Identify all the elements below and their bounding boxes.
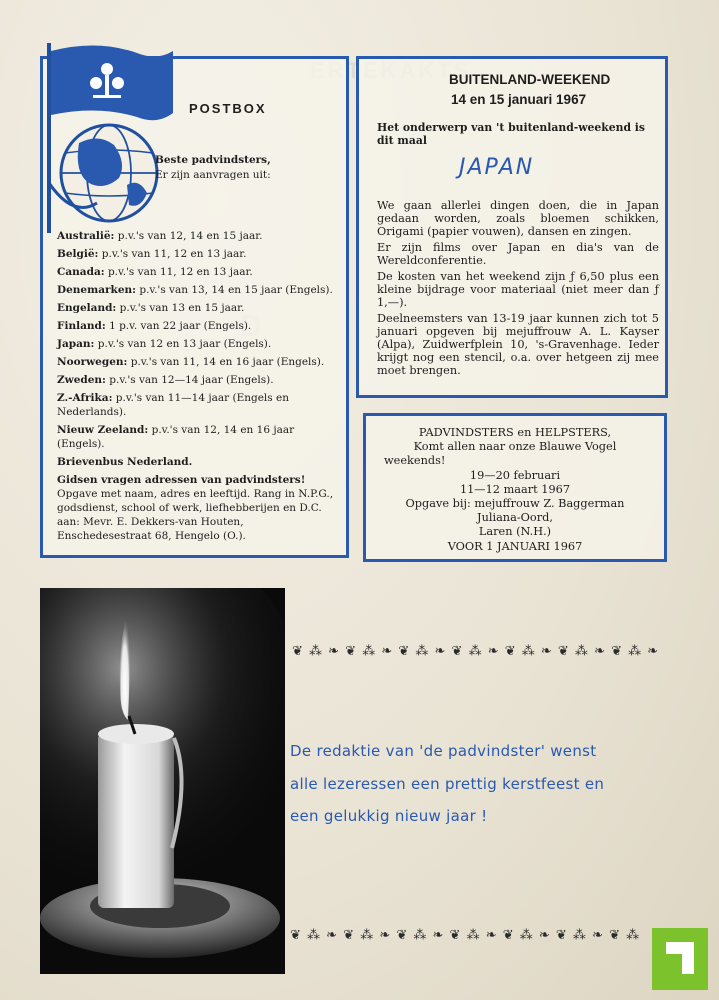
entry-text: p.v.'s van 11, 12 en 13 jaar. (104, 266, 253, 278)
postbox-section (40, 56, 349, 558)
entry-country: Finland: (57, 320, 106, 332)
pv-line2: Komt allen naar onze Blauwe Vogel (413, 440, 617, 454)
entry-text: p.v.'s van 12, 14 en 16 jaar (Engels). (57, 424, 295, 450)
entry-country: Nieuw Zeeland: (57, 424, 149, 436)
trefoil-flag-icon (37, 43, 177, 233)
gidsen-heading: Gidsen vragen adressen van padvindsters! (57, 474, 306, 486)
postbox-intro-text: Er zijn aanvragen uit: (155, 169, 271, 181)
list-item (57, 373, 339, 387)
entry-country: Z.-Afrika: (57, 392, 113, 404)
greeting-line3: een gelukkig nieuw jaar ! (290, 807, 488, 825)
list-item (57, 355, 339, 369)
list-item (57, 391, 339, 419)
buitenland-title (449, 70, 610, 110)
gidsen-body: Opgave met naam, adres en leeftijd. Rang in N.P.G., godsdienst, school of werk, liefhebberijen en D.C. aan: Mevr. E. Dekkers-van Houten, Enschedesestraat 68, Hengelo (O.). (57, 488, 334, 542)
entry-country: Engeland: (57, 302, 117, 314)
pv-line3: weekends! (384, 454, 446, 468)
list-item (57, 265, 339, 279)
entry-text: p.v.'s van 13 en 15 jaar. (116, 302, 245, 314)
entry-text: p.v.'s van 12—14 jaar (Engels). (105, 374, 274, 386)
ornament-border-bottom: ❦ ⁂ ❧ ❦ ⁂ ❧ ❦ ⁂ ❧ ❦ ⁂ ❧ ❦ ⁂ ❧ ❦ ⁂ ❧ ❦ ⁂ (290, 928, 641, 943)
entry-text: 1 p.v. van 22 jaar (Engels). (105, 320, 252, 332)
postbox-intro (155, 153, 271, 183)
paragraph: Er zijn films over Japan en dia's van de Wereldconferentie. (377, 241, 659, 267)
candle-photo (40, 588, 285, 974)
gidsen-note (57, 473, 339, 543)
list-item (57, 301, 339, 315)
list-item (57, 423, 339, 451)
lastdodo-stamp-icon (652, 928, 708, 990)
paragraph: De kosten van het weekend zijn ƒ 6,50 plus een kleine bijdrage voor materiaal (niet meer dan ƒ 1,—). (377, 270, 659, 309)
list-item (57, 247, 339, 261)
list-item (57, 455, 339, 469)
buitenland-subtitle: Het onderwerp van 't buitenland-weekend is dit maal (377, 121, 645, 147)
topic-japan: JAPAN (459, 155, 535, 180)
entry-country: Japan: (57, 338, 95, 350)
buitenland-weekend-section (356, 56, 668, 398)
list-item (57, 319, 339, 333)
pv-date1: 19—20 februari (469, 468, 561, 482)
list-item (57, 337, 339, 351)
christmas-greeting (290, 735, 670, 833)
entry-country: Canada: (57, 266, 105, 278)
entry-text: p.v.'s van 11, 14 en 16 jaar (Engels). (127, 356, 325, 368)
entry-country: Zweden: (57, 374, 106, 386)
list-item (57, 283, 339, 297)
brievenbus-label: Brievenbus Nederland. (57, 456, 193, 468)
pv-date2: 11—12 maart 1967 (459, 482, 571, 496)
entry-text: p.v.'s van 12, 14 en 15 jaar. (114, 230, 263, 242)
entry-country: Australië: (57, 230, 115, 242)
pv-deadline: VOOR 1 JANUARI 1967 (447, 539, 583, 553)
entry-text: p.v.'s van 12 en 13 jaar (Engels). (94, 338, 272, 350)
ornament-border-top: ❦ ⁂ ❧ ❦ ⁂ ❧ ❦ ⁂ ❧ ❦ ⁂ ❧ ❦ ⁂ ❧ ❦ ⁂ ❧ ❦ ⁂ ❧ (292, 644, 660, 659)
entry-country: Noorwegen: (57, 356, 128, 368)
blauwe-vogel-text (366, 426, 664, 554)
buitenland-body (377, 199, 659, 380)
postbox-title: POSTBOX (189, 101, 267, 116)
paragraph: Deelneemsters van 13-19 jaar kunnen zich tot 5 januari opgeven bij mejuffrouw A. L. Kayser (Alpa), Zuidwerfplein 10, 's-Gravenhage. Ieder krijgt nog een stencil, o.a. over hetgeen zij mee moet brengen. (377, 312, 659, 377)
greeting-line1: De redaktie van 'de padvindster' wenst (290, 742, 597, 760)
entry-text: p.v.'s van 13, 14 en 15 jaar (Engels). (136, 284, 333, 296)
entry-country: België: (57, 248, 99, 260)
pv-line1: PADVINDSTERS en HELPSTERS, (418, 426, 612, 439)
entry-text: p.v.'s van 11, 12 en 13 jaar. (98, 248, 247, 260)
list-item (57, 229, 339, 243)
postbox-entries (57, 229, 339, 543)
pv-opgave: Opgave bij: mejuffrouw Z. Baggerman (405, 497, 625, 511)
blauwe-vogel-section (363, 413, 667, 562)
pv-addr1: Juliana-Oord, (477, 511, 553, 525)
postbox-greeting: Beste padvindsters, (155, 154, 271, 166)
pv-addr2: Laren (N.H.) (478, 525, 552, 539)
buitenland-title-line2: 14 en 15 januari 1967 (451, 92, 587, 107)
paragraph: We gaan allerlei dingen doen, die in Japan gedaan worden, zoals bloemen schikken, Origami (papier vouwen), dansen en zingen. (377, 199, 659, 238)
greeting-line2: alle lezeressen een prettig kerstfeest en (290, 774, 605, 793)
entry-text: p.v.'s van 11—14 jaar (Engels en Nederlands). (57, 392, 289, 418)
buitenland-title-line1: BUITENLAND-WEEKEND (449, 72, 611, 87)
entry-country: Denemarken: (57, 284, 137, 296)
